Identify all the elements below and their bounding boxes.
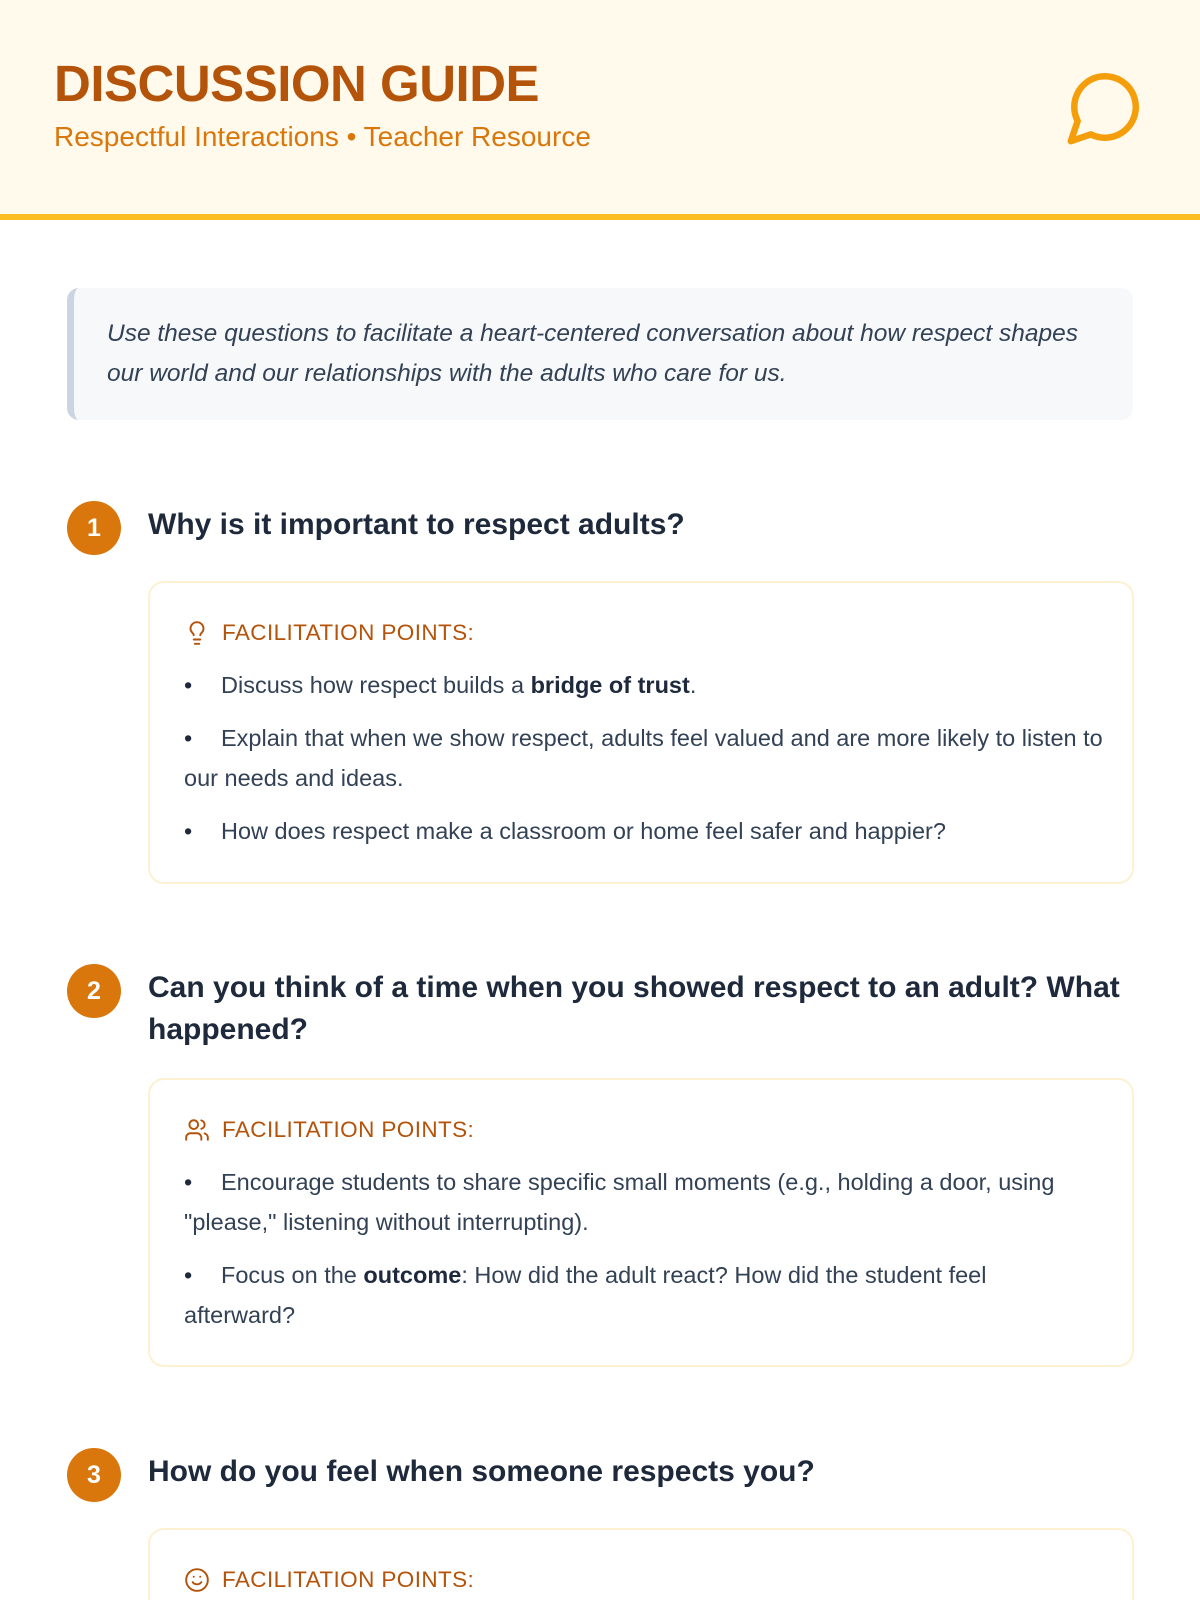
intro-callout (67, 288, 1133, 420)
list-item: • Focus on the outcome: How did the adult react? How did the student feel afterward? (184, 1255, 1104, 1335)
question-number-badge: 3 (67, 1448, 121, 1502)
facilitation-header (184, 617, 474, 649)
question-number-badge: 2 (67, 964, 121, 1018)
list-item: • Discuss how respect builds a bridge of trust. (184, 665, 1104, 705)
facilitation-label: FACILITATION POINTS: (222, 620, 475, 645)
lightbulb-icon (184, 620, 210, 646)
question-title: Why is it important to respect adults? (148, 508, 685, 541)
facilitation-label: FACILITATION POINTS: (222, 1567, 475, 1592)
page-subtitle: Respectful Interactions • Teacher Resource (54, 121, 591, 152)
facilitation-header (184, 1564, 474, 1596)
page-title: DISCUSSION GUIDE (54, 55, 540, 112)
facilitation-card (148, 1528, 1134, 1600)
question-number-badge: 1 (67, 501, 121, 555)
facilitation-card (148, 1078, 1134, 1367)
list-item: • Explain that when we show respect, adults feel valued and are more likely to listen to our needs and ideas. (184, 718, 1104, 798)
question-title: How do you feel when someone respects you? (148, 1455, 815, 1488)
facilitation-card (148, 581, 1134, 884)
list-item: • How does respect make a classroom or home feel safer and happier? (184, 811, 1104, 851)
users-icon (184, 1117, 210, 1143)
facilitation-header (184, 1114, 474, 1146)
smile-icon (184, 1567, 210, 1593)
chat-bubble-icon (1064, 66, 1146, 148)
page-header (0, 0, 1200, 220)
question-title: Can you think of a time when you showed respect to an adult? What happened? (148, 971, 1120, 1046)
facilitation-list (184, 1162, 1104, 1348)
facilitation-label: FACILITATION POINTS: (222, 1117, 475, 1142)
list-item: • Encourage students to share specific small moments (e.g., holding a door, using "please," listening without interrupting). (184, 1162, 1104, 1242)
facilitation-list (184, 665, 1104, 864)
intro-text: Use these questions to facilitate a heart-centered conversation about how respect shapes our world and our relationships with the adults who care for us. (107, 320, 1079, 387)
